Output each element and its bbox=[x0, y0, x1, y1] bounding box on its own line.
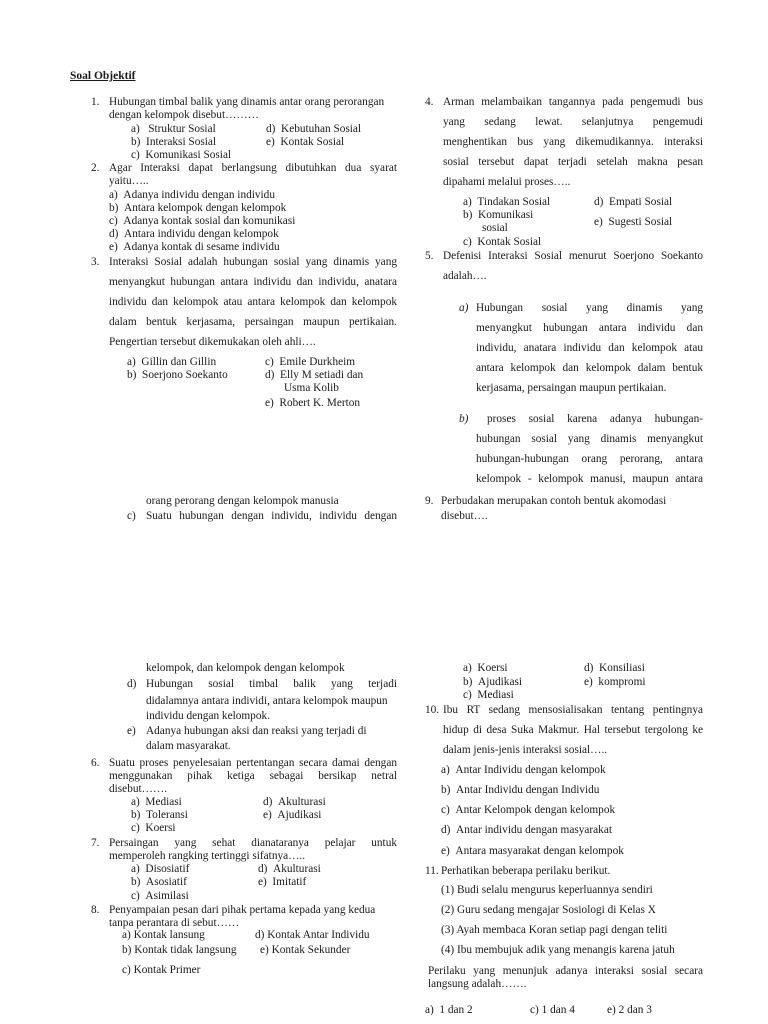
question-10-text: hidup di desa Suka Makmur. Hal tersebut tergolong ke bbox=[443, 724, 703, 736]
question-1-option: e) Kontak Sosial bbox=[266, 136, 345, 148]
question-7-text: Persaingan yang sehat dianataranya pelajar untuk bbox=[109, 837, 397, 849]
question-5-option-b: hubungan-hubungan orang perorang, antara bbox=[476, 453, 703, 465]
question-4-option: b) Komunikasi bbox=[463, 209, 534, 221]
question-7-text: memperoleh rangking tertinggi sifatnya….. bbox=[109, 850, 306, 862]
question-11-option: a) 1 dan 2 bbox=[425, 1004, 473, 1016]
question-10-text: dalam jenis-jenis interaksi sosial….. bbox=[443, 744, 608, 756]
question-4-option: sosial bbox=[482, 222, 508, 234]
question-4-option: d) Empati Sosial bbox=[594, 196, 673, 208]
question-10-text: Ibu RT sedang mensosialisakan tentang pentingnya bbox=[443, 704, 703, 716]
question-5-option-c-label: c) bbox=[127, 510, 136, 522]
question-5-option-a: kerjasama, persaingan maupun pertikaian. bbox=[476, 382, 667, 394]
question-4-number: 4. bbox=[425, 96, 434, 108]
question-5-option-b-continued: orang perorang dengan kelompok manusia bbox=[146, 495, 339, 507]
question-3-option: b) Soerjono Soekanto bbox=[127, 369, 228, 381]
question-5-option-b: kelompok - kelompok manusi, maupun antara bbox=[476, 473, 703, 485]
question-3-text: dalam bentuk kerjasama, persaingan maupun pertikaian. bbox=[109, 316, 397, 328]
question-2-option: c) Adanya kontak sosial dan komunikasi bbox=[109, 215, 296, 227]
question-8-text: Penyampaian pesan dari pihak pertama kepada yang kedua bbox=[109, 904, 376, 916]
question-1-option: c) Komunikasi Sosial bbox=[131, 149, 232, 161]
question-3-text: menyangkut hubungan antara individu dan individu, anatara bbox=[109, 276, 397, 288]
question-6-option: c) Koersi bbox=[131, 822, 176, 834]
question-5-option-a: Hubungan sosial yang dinamis yang bbox=[476, 302, 703, 314]
question-3-option: d) Elly M setiadi dan bbox=[265, 369, 364, 381]
question-3-option: Usma Kolib bbox=[284, 382, 339, 394]
question-6-option: d) Akulturasi bbox=[263, 796, 326, 808]
question-5-option-b: hubungan sosial yang dinamis menyangkut bbox=[476, 433, 703, 445]
question-9-option: e) kompromi bbox=[584, 676, 646, 688]
question-3-option: c) Emile Durkheim bbox=[265, 356, 356, 368]
question-5-option-e-label: e) bbox=[127, 725, 136, 737]
question-7-option: a) Disosiatif bbox=[131, 863, 190, 875]
question-4-text: dipahami melalui proses….. bbox=[443, 176, 571, 188]
question-8-option: a) Kontak lansung bbox=[122, 929, 205, 941]
question-8-option: b) Kontak tidak langsung bbox=[122, 944, 237, 956]
question-2-option: a) Adanya individu dengan individu bbox=[109, 189, 275, 201]
question-4-text: sosial tersebut dapat terjadi setelah makna pesan bbox=[443, 156, 703, 168]
question-9-text: disebut…. bbox=[441, 510, 488, 522]
question-7-option: b) Asosiatif bbox=[131, 876, 187, 888]
question-7-option: c) Asimilasi bbox=[131, 890, 189, 902]
question-8-option: d) Kontak Antar Individu bbox=[255, 929, 370, 941]
question-8-option: e) Kontak Sekunder bbox=[260, 944, 351, 956]
question-11-question: Perilaku yang menunjuk adanya interaksi sosial secara bbox=[428, 965, 703, 977]
question-6-option: e) Ajudikasi bbox=[263, 809, 322, 821]
question-9-number: 9. bbox=[425, 495, 434, 507]
question-7-option: e) Imitatif bbox=[258, 876, 307, 888]
question-5-option-a: individu, anatara individu dan kelompok atau bbox=[476, 342, 703, 354]
question-9-option: c) Mediasi bbox=[463, 689, 514, 701]
question-5-text: Defenisi Interaksi Sosial menurut Soerjono Soekanto bbox=[443, 250, 703, 262]
question-1-option: d) Kebutuhan Sosial bbox=[266, 123, 362, 135]
question-6-text: disebut……. bbox=[109, 783, 168, 795]
question-10-number: 10. bbox=[425, 704, 440, 716]
question-1-number: 1. bbox=[91, 96, 100, 108]
question-1-text: Hubungan timbal balik yang dinamis antar orang perorangan bbox=[109, 96, 385, 108]
question-11-statement: (3) Ayah membaca Koran setiap pagi dengan teliti bbox=[441, 924, 668, 936]
question-9-text: Perbudakan merupakan contoh bentuk akomodasi bbox=[441, 495, 667, 507]
question-9-option: a) Koersi bbox=[463, 662, 508, 674]
question-10-option: b) Antar Individu dengan Individu bbox=[441, 784, 600, 796]
question-5-option-a: menyangkut hubungan antara individu dan bbox=[476, 322, 703, 334]
question-8-text: tanpa perantara di sebut…… bbox=[109, 917, 240, 929]
question-5-option-a-label: a) bbox=[459, 302, 469, 314]
question-5-option-b-label: b) bbox=[459, 413, 469, 425]
question-5-option-d: Hubungan sosial timbal balik yang terjadi bbox=[146, 678, 397, 690]
question-2-number: 2. bbox=[91, 162, 100, 174]
question-5-option-c: Suatu hubungan dengan individu, individu dengan bbox=[146, 510, 397, 522]
question-6-option: b) Toleransi bbox=[131, 809, 188, 821]
question-1-option: b) Interaksi Sosial bbox=[131, 136, 217, 148]
question-4-text: Arman melambaikan tangannya pada pengemudi bus bbox=[443, 96, 703, 108]
question-2-text: Agar Interaksi dapat berlangsung dibutuhkan dua syarat bbox=[109, 162, 397, 174]
question-3-text: Interaksi Sosial adalah hubungan sosial yang dinamis yang bbox=[109, 256, 397, 268]
question-5-option-d: individu dengan kelompok. bbox=[146, 710, 270, 722]
question-2-option: b) Antara kelompok dengan kelompok bbox=[109, 202, 287, 214]
question-1-option: a) Struktur Sosial bbox=[131, 123, 216, 135]
question-2-option: e) Adanya kontak di sesame individu bbox=[109, 241, 280, 253]
question-7-number: 7. bbox=[91, 837, 100, 849]
question-11-option: e) 2 dan 3 bbox=[607, 1004, 652, 1016]
question-11-statement: (1) Budi selalu mengurus keperluannya sendiri bbox=[441, 884, 653, 896]
question-10-option: c) Antar Kelompok dengan kelompok bbox=[441, 804, 616, 816]
question-9-option: b) Ajudikasi bbox=[463, 676, 522, 688]
page-title: Soal Objektif bbox=[70, 70, 136, 82]
question-11-question: langsung adalah……. bbox=[428, 978, 527, 990]
question-6-option: a) Mediasi bbox=[131, 796, 182, 808]
question-3-option: a) Gillin dan Gillin bbox=[127, 356, 217, 368]
question-4-option: a) Tindakan Sosial bbox=[463, 196, 551, 208]
question-11-statement: (4) Ibu membujuk adik yang menangis karena jatuh bbox=[441, 944, 675, 956]
question-11-text: Perhatikan beberapa perilaku berikut. bbox=[441, 865, 611, 877]
question-6-text: menggunakan pihak ketiga sebagai bersikap netral bbox=[109, 770, 397, 782]
question-11-statement: (2) Guru sedang mengajar Sosiologi di Kelas X bbox=[441, 904, 656, 916]
question-5-text: adalah…. bbox=[443, 270, 487, 282]
question-10-option: e) Antara masyarakat dengan kelompok bbox=[441, 845, 624, 857]
question-4-option: c) Kontak Sosial bbox=[463, 236, 542, 248]
question-5-number: 5. bbox=[425, 250, 434, 262]
question-3-text: Pengertian tersebut dikemukakan oleh ahli…. bbox=[109, 336, 316, 348]
question-4-option: e) Sugesti Sosial bbox=[594, 216, 673, 228]
question-4-text: menghentikan bus yang dikemudikannya. interaksi bbox=[443, 136, 703, 148]
question-2-option: d) Antara individu dengan kelompok bbox=[109, 228, 279, 240]
question-6-number: 6. bbox=[91, 757, 100, 769]
question-2-text: yaitu….. bbox=[109, 175, 149, 187]
question-10-option: a) Antar Individu dengan kelompok bbox=[441, 764, 606, 776]
question-8-option: c) Kontak Primer bbox=[122, 964, 201, 976]
question-11-option: c) 1 dan 4 bbox=[530, 1004, 575, 1016]
question-5-option-d: didalamnya antara individi, antara kelompok maupun bbox=[146, 695, 388, 707]
question-6-text: Suatu proses penyelesaian pertentangan secara damai dengan bbox=[109, 757, 397, 769]
question-1-text: dengan kelompok disebut……… bbox=[109, 109, 259, 121]
question-5-option-c-continued: kelompok, dan kelompok dengan kelompok bbox=[146, 662, 345, 674]
question-5-option-d-label: d) bbox=[127, 678, 137, 690]
question-3-option: e) Robert K. Merton bbox=[265, 397, 361, 409]
question-5-option-e: dalam masyarakat. bbox=[146, 740, 231, 752]
question-5-option-e: Adanya hubungan aksi dan reaksi yang terjadi di bbox=[146, 725, 367, 737]
question-7-option: d) Akulturasi bbox=[258, 863, 321, 875]
question-5-option-a: antara kelompok dan kelompok dalam bentuk bbox=[476, 362, 703, 374]
question-8-number: 8. bbox=[91, 904, 100, 916]
question-5-option-b: proses sosial karena adanya hubungan- bbox=[487, 413, 703, 425]
question-9-option: d) Konsiliasi bbox=[584, 662, 645, 674]
question-3-text: individu dan kelompok atau antara kelompok dan kelompok bbox=[109, 296, 397, 308]
question-3-number: 3. bbox=[91, 256, 100, 268]
question-4-text: yang sedang lewat. selanjutnya pengemudi bbox=[443, 116, 703, 128]
question-11-number: 11. bbox=[425, 865, 439, 877]
question-10-option: d) Antar individu dengan masyarakat bbox=[441, 824, 612, 836]
